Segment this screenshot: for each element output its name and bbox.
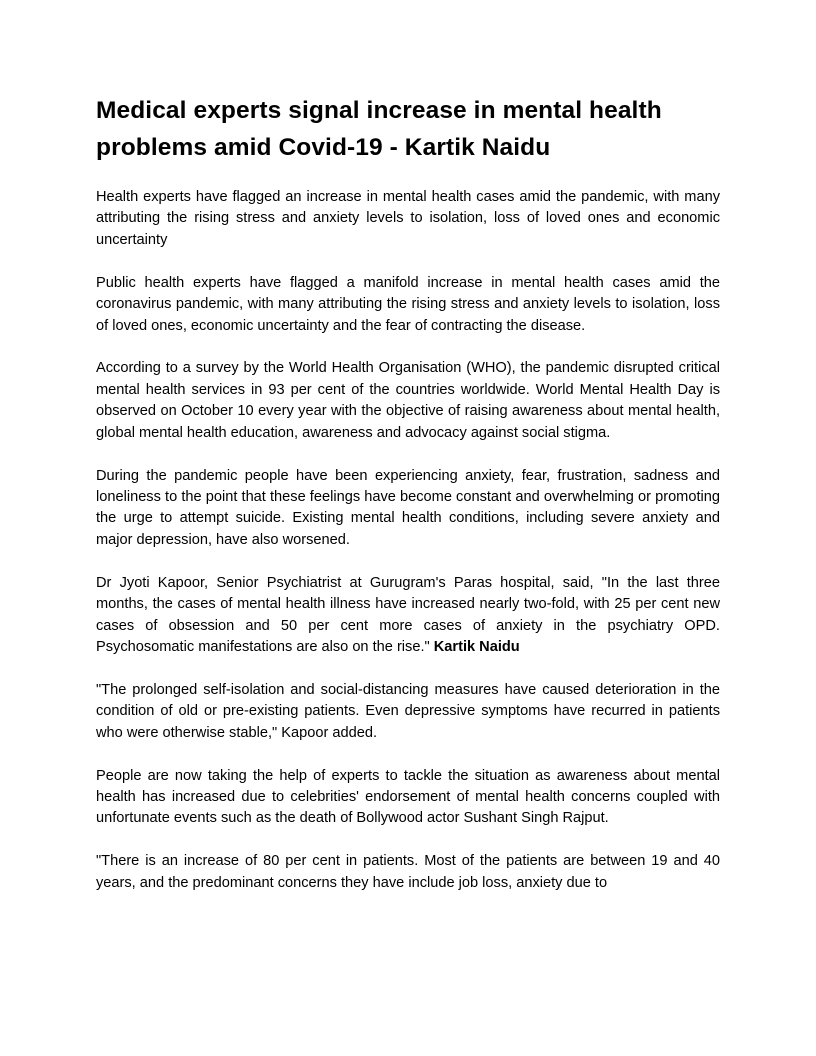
paragraph-patient-increase: "There is an increase of 80 per cent in patients. Most of the patients are between 19 and 40 years, and the predominant concerns they have include job loss, anxiety due to (96, 853, 720, 891)
paragraph-kapoor-quote (96, 573, 720, 659)
document-page (96, 92, 720, 894)
paragraph-awareness: People are now taking the help of experts to tackle the situation as awareness about mental health has increased due to celebrities' endorsement of mental health concerns coupled with unfortunate events such as the death of Bollywood actor Sushant Singh Rajput. (96, 767, 720, 827)
paragraph-intro: Health experts have flagged an increase in mental health cases amid the pandemic, with many attributing the rising stress and anxiety levels to isolation, loss of loved ones and economic uncertainty (96, 189, 720, 248)
article-title: Medical experts signal increase in mental health problems amid Covid-19 - Kartik Naidu (96, 97, 662, 161)
paragraph-pandemic-effects: During the pandemic people have been experiencing anxiety, fear, frustration, sadness and loneliness to the point that these feelings have become constant and overwhelming or promoting the urge to attempt suicide. Existing mental health conditions, including severe anxiety and major depression, have also worsened. (96, 467, 720, 548)
paragraph-public-health: Public health experts have flagged a manifold increase in mental health cases amid the coronavirus pandemic, with many attributing the rising stress and anxiety levels to isolation, loss of loved ones, economic uncertainty and the fear of contracting the disease. (96, 274, 720, 334)
author-tag: Kartik Naidu (433, 638, 520, 655)
paragraph-who-survey: According to a survey by the World Health Organisation (WHO), the pandemic disrupted critical mental health services in 93 per cent of the countries worldwide. World Mental Health Day is observed on October 10 every year with the objective of raising awareness about mental health, global mental health education, awareness and advocacy against social stigma. (96, 360, 720, 441)
kapoor-quote-text: Dr Jyoti Kapoor, Senior Psychiatrist at Gurugram's Paras hospital, said, "In the last three months, the cases of mental health illness have increased nearly two-fold, with 25 per cent new cases of obsession and 50 per cent more cases of anxiety in the psychiatry OPD. Psychosomatic manifestations are also on the rise." (96, 574, 720, 655)
paragraph-isolation-quote: "The prolonged self-isolation and social-distancing measures have caused deterioration in the condition of old or pre-existing patients. Even depressive symptoms have recurred in patients who were otherwise stable," Kapoor added. (96, 681, 720, 741)
